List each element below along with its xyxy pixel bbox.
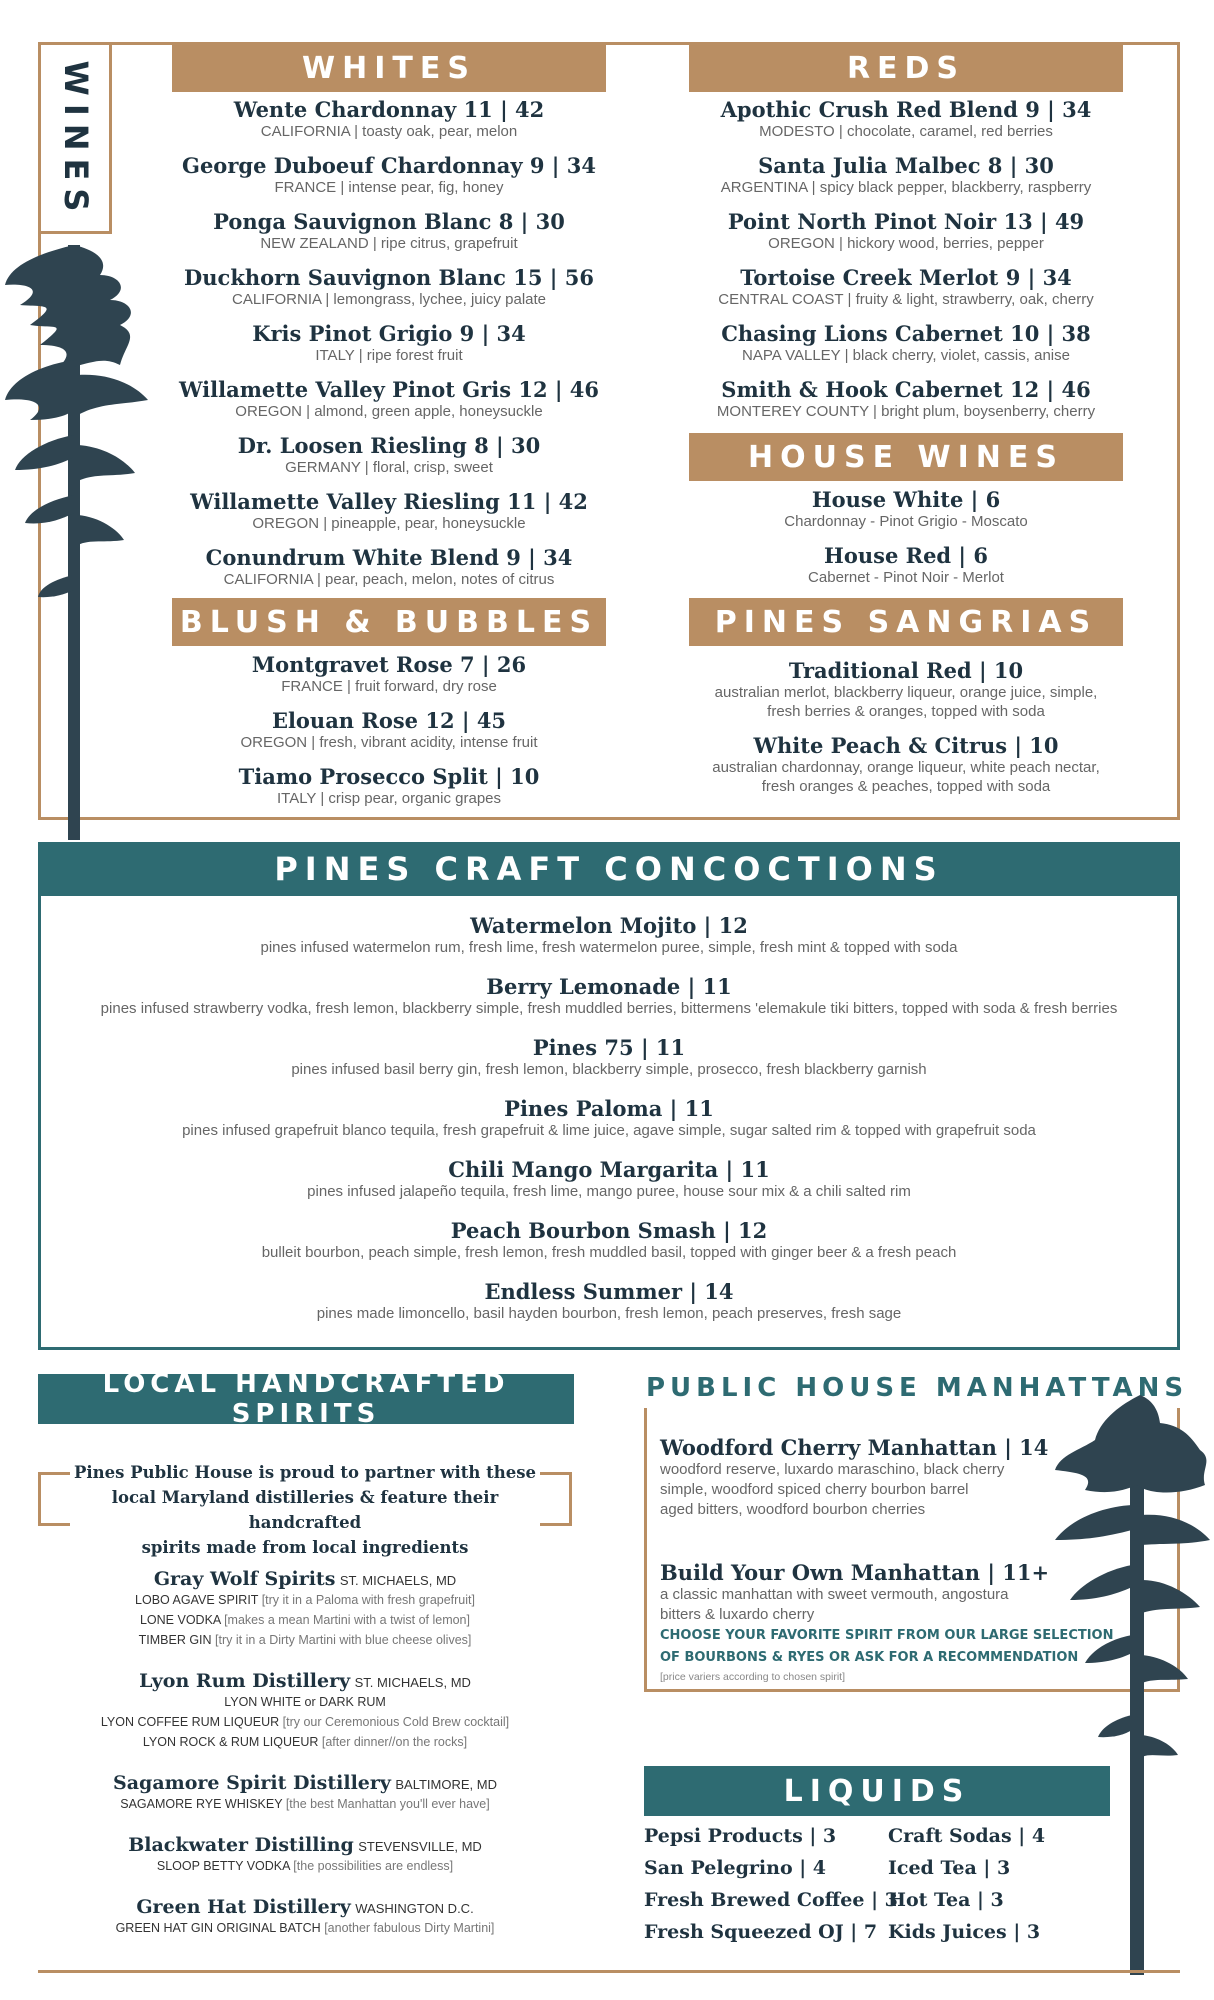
wine-name: Ponga Sauvignon Blanc 8 | 30 [213,209,565,234]
list-item: Elouan Rose 12 | 45 OREGON | fresh, vibrant acidity, intense fruit [172,708,606,752]
house-wines-header: HOUSE WINES [689,433,1123,481]
wine-origin: OREGON [240,734,308,751]
list-item: Conundrum White Blend 9 | 34 CALIFORNIA | pear, peach, melon, notes of citrus [172,545,606,589]
list-item: Wente Chardonnay 11 | 42 CALIFORNIA | toasty oak, pear, melon [172,97,606,141]
spirit-product: LOBO AGAVE SPIRIT [135,1593,259,1607]
liquid-item: Kids Juices | 3 [888,1921,1041,1943]
wine-name: Tiamo Prosecco Split | 10 [238,764,540,789]
manhattan-desc: simple, woodford spiced cherry bourbon barrel [660,1481,969,1498]
list-item: Tortoise Creek Merlot 9 | 34 CENTRAL COAST | fruity & light, strawberry, oak, cherry [689,265,1123,309]
wine-name: House White | 6 [811,487,1001,512]
manhattan-desc: bitters & luxardo cherry [660,1606,815,1623]
cocktail-desc: pines made limoncello, basil hayden bourbon, fresh lemon, peach preserves, fresh sage [316,1305,902,1322]
distillery [38,1568,572,1650]
woodford-item [660,1435,1060,1520]
cocktail-name: Watermelon Mojito | 12 [470,913,748,938]
wine-notes: bright plum, boysenberry, cherry [881,403,1096,420]
wine-notes: black cherry, violet, cassis, anise [852,347,1070,364]
list-item: Willamette Valley Pinot Gris 12 | 46 OREGON | almond, green apple, honeysuckle [172,377,606,421]
distillery [38,1834,572,1876]
wine-notes: pear, peach, melon, notes of citrus [325,571,555,588]
list-item: Willamette Valley Riesling 11 | 42 OREGON | pineapple, pear, honeysuckle [172,489,606,533]
list-item [48,1157,1170,1201]
spirits-intro-line: spirits made from local ingredients [141,1538,469,1557]
list-item [48,974,1170,1018]
wine-origin: CENTRAL COAST [718,291,844,308]
wine-notes: crisp pear, organic grapes [328,790,502,807]
cocktail-name: Endless Summer | 14 [484,1279,734,1304]
wine-name: Dr. Loosen Riesling 8 | 30 [237,433,541,458]
wine-name: Tortoise Creek Merlot 9 | 34 [740,265,1072,290]
list-item: Tiamo Prosecco Split | 10 ITALY | crisp pear, organic grapes [172,764,606,808]
wine-origin: CALIFORNIA [223,571,313,588]
cocktail-desc: pines infused jalapeño tequila, fresh lime, mango puree, house sour mix & a chili salted rim [307,1183,911,1200]
cocktail-desc: pines infused watermelon rum, fresh lime, fresh watermelon puree, simple, fresh mint & topped with soda [260,939,958,956]
wine-notes: ripe forest fruit [366,347,463,364]
spirit-note: [makes a mean Martini with a twist of lemon] [224,1613,470,1627]
blush-header: BLUSH & BUBBLES [172,598,606,646]
wine-origin: OREGON [768,235,835,252]
distillery-name: Green Hat Distillery [136,1896,351,1918]
list-item [48,913,1170,957]
wine-notes: pineapple, pear, honeysuckle [331,515,526,532]
sangria-desc: fresh oranges & peaches, topped with soda [761,778,1051,795]
manhattan-name: Build Your Own Manhattan | 11+ [660,1560,1050,1585]
spirit-note: [try it in a Paloma with fresh grapefruit] [261,1593,475,1607]
list-item [689,658,1123,721]
list-item: Ponga Sauvignon Blanc 8 | 30 NEW ZEALAND | ripe citrus, grapefruit [172,209,606,253]
liquids-right-list [888,1820,1068,1948]
liquid-item: Fresh Brewed Coffee | 3 [644,1889,898,1911]
pine-tree-left-icon [0,245,150,840]
distillery-location: WASHINGTON D.C. [355,1901,474,1916]
liquids-left-list [644,1820,898,1948]
wine-notes: spicy black pepper, blackberry, raspberry [819,179,1092,196]
cocktail-name: Chili Mango Margarita | 11 [448,1157,770,1182]
spirits-header: LOCAL HANDCRAFTED SPIRITS [38,1374,574,1424]
whites-header: WHITES [172,44,606,92]
wine-name: George Duboeuf Chardonnay 9 | 34 [182,153,596,178]
list-item [48,1035,1170,1079]
bottom-divider [38,1970,1180,1973]
byo-item [660,1560,1114,1683]
list-item [48,1279,1170,1323]
list-item [48,1096,1170,1140]
manhattan-cta: CHOOSE YOUR FAVORITE SPIRIT FROM OUR LARGE SELECTION [660,1628,1114,1643]
cocktail-name: Pines 75 | 11 [532,1035,686,1060]
concoctions-list [48,913,1170,1335]
wine-name: Apothic Crush Red Blend 9 | 34 [720,97,1092,122]
distillery [38,1670,572,1752]
distillery-name: Gray Wolf Spirits [153,1568,336,1590]
spirit-product: LYON WHITE or DARK RUM [224,1695,386,1709]
sangria-desc: fresh berries & oranges, topped with soda [767,703,1045,720]
liquid-item: Iced Tea | 3 [888,1857,1011,1879]
list-item: Kris Pinot Grigio 9 | 34 ITALY | ripe forest fruit [172,321,606,365]
reds-header: REDS [689,44,1123,92]
wine-origin: OREGON [235,403,302,420]
wine-origin: CALIFORNIA [260,123,350,140]
spirit-note: [after dinner//on the rocks] [321,1735,468,1749]
wine-origin: MODESTO [759,123,835,140]
cocktail-desc: pines infused basil berry gin, fresh lemon, blackberry simple, prosecco, fresh blackberry garnish [291,1061,927,1078]
spirit-product: SAGAMORE RYE WHISKEY [120,1797,283,1811]
wine-name: Conundrum White Blend 9 | 34 [205,545,573,570]
list-item: Duckhorn Sauvignon Blanc 15 | 56 CALIFORNIA | lemongrass, lychee, juicy palate [172,265,606,309]
cocktail-desc: pines infused strawberry vodka, fresh lemon, blackberry simple, fresh muddled berries, bittermens 'elemakule tiki bitters, topped with soda & fresh berries [100,1000,1118,1017]
house-wines-list [689,487,1123,599]
spirit-product: LONE VODKA [139,1613,221,1627]
spirits-intro-line: Pines Public House is proud to partner with these [74,1463,536,1482]
list-item: Smith & Hook Cabernet 12 | 46 MONTEREY COUNTY | bright plum, boysenberry, cherry [689,377,1123,421]
spirit-note: [the possibilities are endless] [293,1859,454,1873]
wine-notes: chocolate, caramel, red berries [846,123,1053,140]
liquids-header: LIQUIDS [644,1766,1110,1816]
wine-origin: CALIFORNIA [231,291,322,308]
spirit-product: SLOOP BETTY VODKA [156,1859,290,1873]
spirit-product: TIMBER GIN [138,1633,212,1647]
list-item [689,543,1123,587]
distillery-location: BALTIMORE, MD [395,1777,497,1792]
spirit-product: LYON ROCK & RUM LIQUEUR [142,1735,319,1749]
wines-side-label: WINES [57,60,95,220]
spirits-intro-line: local Maryland distilleries & feature their handcrafted [111,1488,499,1532]
list-item: Montgravet Rose 7 | 26 FRANCE | fruit forward, dry rose [172,652,606,696]
liquid-item: Hot Tea | 3 [888,1889,1004,1911]
reds-list [689,97,1123,433]
spirit-note: [try it in a Dirty Martini with blue cheese olives] [215,1633,472,1647]
wine-notes: hickory wood, berries, pepper [847,235,1044,252]
manhattan-cta: OF BOURBONS & RYES OR ASK FOR A RECOMMENDATION [660,1650,1079,1665]
distillery-name: Blackwater Distilling [128,1834,354,1856]
list-item: Santa Julia Malbec 8 | 30 ARGENTINA | spicy black pepper, blackberry, raspberry [689,153,1123,197]
sangria-name: Traditional Red | 10 [788,658,1024,683]
wine-name: Smith & Hook Cabernet 12 | 46 [721,377,1091,402]
wine-origin: ARGENTINA [720,179,808,196]
list-item [48,1218,1170,1262]
cocktail-name: Berry Lemonade | 11 [486,974,732,999]
manhattan-name: Woodford Cherry Manhattan | 14 [660,1435,1049,1460]
wine-name: Chasing Lions Cabernet 10 | 38 [721,321,1091,346]
liquid-item: Craft Sodas | 4 [888,1825,1046,1847]
liquid-item: San Pelegrino | 4 [644,1857,826,1879]
spirit-product: LYON COFFEE RUM LIQUEUR [100,1715,280,1729]
wine-notes: fruit forward, dry rose [355,678,497,695]
blush-list [172,652,606,820]
wine-desc: Cabernet - Pinot Noir - Merlot [808,569,1004,586]
wine-notes: ripe citrus, grapefruit [380,235,518,252]
distillery-name: Lyon Rum Distillery [139,1670,351,1692]
wine-notes: fruity & light, strawberry, oak, cherry [855,291,1094,308]
wine-origin: FRANCE [281,678,343,695]
wine-desc: Chardonnay - Pinot Grigio - Moscato [784,513,1028,530]
distillery-location: ST. MICHAELS, MD [354,1675,471,1690]
sangria-desc: australian merlot, blackberry liqueur, orange juice, simple, [714,684,1098,701]
wine-name: Kris Pinot Grigio 9 | 34 [252,321,526,346]
distillery-location: ST. MICHAELS, MD [339,1573,457,1588]
manhattan-desc: a classic manhattan with sweet vermouth, angostura [660,1586,1009,1603]
spirits-list [38,1568,572,1938]
wine-origin: NAPA VALLEY [742,347,841,364]
spirit-note: [try our Ceremonious Cold Brew cocktail] [282,1715,510,1729]
wine-name: Willamette Valley Riesling 11 | 42 [190,489,588,514]
wine-notes: intense pear, fig, honey [348,179,504,196]
cocktail-name: Pines Paloma | 11 [504,1096,714,1121]
concoctions-header: PINES CRAFT CONCOCTIONS [38,842,1180,896]
list-item [689,487,1123,531]
spirit-note: [the best Manhattan you'll ever have] [285,1797,490,1811]
sangria-name: White Peach & Citrus | 10 [753,733,1059,758]
spirit-note: [another fabulous Dirty Martini] [324,1921,495,1935]
wine-origin: OREGON [252,515,320,532]
cocktail-name: Peach Bourbon Smash | 12 [450,1218,768,1243]
wine-name: Wente Chardonnay 11 | 42 [233,97,545,122]
manhattan-desc: aged bitters, woodford bourbon cherries [660,1501,926,1518]
wine-name: Duckhorn Sauvignon Blanc 15 | 56 [184,265,594,290]
wine-origin: ITALY [315,347,355,364]
list-item: Chasing Lions Cabernet 10 | 38 NAPA VALLEY | black cherry, violet, cassis, anise [689,321,1123,365]
sangrias-header: PINES SANGRIAS [689,598,1123,646]
wine-notes: toasty oak, pear, melon [362,123,518,140]
wine-origin: MONTEREY COUNTY [716,403,869,420]
distillery [38,1896,572,1938]
spirit-product: GREEN HAT GIN ORIGINAL BATCH [115,1921,321,1935]
liquid-item: Pepsi Products | 3 [644,1825,837,1847]
wine-notes: floral, crisp, sweet [372,459,493,476]
manhattans-header: PUBLIC HOUSE MANHATTANS [640,1368,1194,1408]
distillery-name: Sagamore Spirit Distillery [113,1772,391,1794]
whites-list [172,97,606,601]
wine-name: Montgravet Rose 7 | 26 [251,652,527,677]
list-item: George Duboeuf Chardonnay 9 | 34 FRANCE | intense pear, fig, honey [172,153,606,197]
cocktail-desc: pines infused grapefruit blanco tequila, fresh grapefruit & lime juice, agave simple, sugar salted rim & topped with grapefruit soda [182,1122,1036,1139]
list-item [689,733,1123,796]
list-item: Dr. Loosen Riesling 8 | 30 GERMANY | floral, crisp, sweet [172,433,606,477]
sangrias-list [689,658,1123,808]
liquid-item: Fresh Squeezed OJ | 7 [644,1921,878,1943]
wine-name: Willamette Valley Pinot Gris 12 | 46 [178,377,600,402]
manhattan-desc: woodford reserve, luxardo maraschino, black cherry [660,1461,1005,1478]
cocktail-desc: bulleit bourbon, peach simple, fresh lemon, fresh muddled basil, topped with ginger beer & a fresh peach [261,1244,957,1261]
wine-name: Santa Julia Malbec 8 | 30 [758,153,1054,178]
wine-notes: almond, green apple, honeysuckle [314,403,543,420]
list-item: Point North Pinot Noir 13 | 49 OREGON | hickory wood, berries, pepper [689,209,1123,253]
wine-name: House Red | 6 [824,543,988,568]
wine-name: Elouan Rose 12 | 45 [271,708,507,733]
spirits-intro [70,1460,540,1560]
wine-origin: NEW ZEALAND [260,235,369,252]
wine-origin: ITALY [276,790,317,807]
wine-origin: FRANCE [274,179,337,196]
distillery [38,1772,572,1814]
wine-notes: fresh, vibrant acidity, intense fruit [319,734,538,751]
sangria-desc: australian chardonnay, orange liqueur, white peach nectar, [712,759,1100,776]
wine-name: Point North Pinot Noir 13 | 49 [727,209,1085,234]
manhattan-note: [price variers according to chosen spirit] [660,1671,845,1683]
wine-origin: GERMANY [285,459,361,476]
list-item: Apothic Crush Red Blend 9 | 34 MODESTO | chocolate, caramel, red berries [689,97,1123,141]
wine-notes: lemongrass, lychee, juicy palate [333,291,547,308]
distillery-location: STEVENSVILLE, MD [358,1839,482,1854]
